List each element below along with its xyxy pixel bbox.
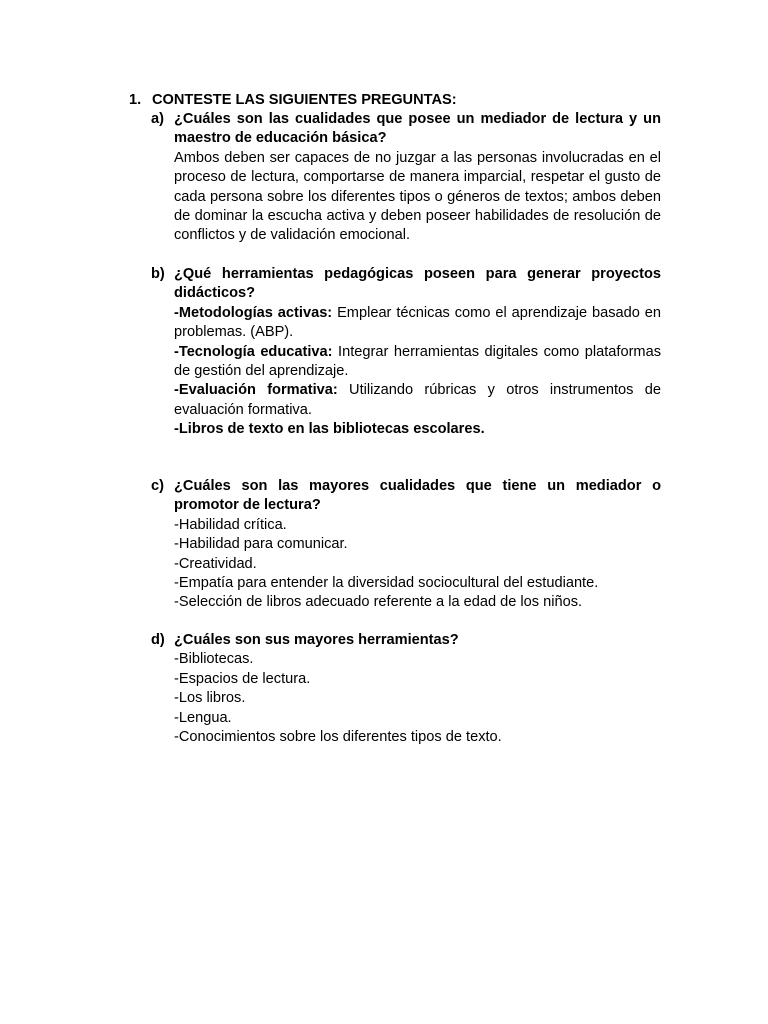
question-c-letter: c) bbox=[151, 478, 164, 494]
answer-d-item: -Conocimientos sobre los diferentes tipos de texto. bbox=[174, 729, 502, 746]
answer-b-item bbox=[174, 304, 661, 343]
question-a-text: ¿Cuáles son las cualidades que posee un mediador de lectura y un maestro de educación básica? bbox=[174, 111, 661, 147]
question-d-text: ¿Cuáles son sus mayores herramientas? bbox=[174, 632, 459, 648]
answer-d-item: -Lengua. bbox=[174, 709, 232, 726]
question-b-text: ¿Qué herramientas pedagógicas poseen para generar proyectos didácticos? bbox=[174, 266, 661, 302]
question-d bbox=[151, 631, 661, 747]
question-a-letter: a) bbox=[151, 111, 164, 127]
answer-d-item: -Bibliotecas. bbox=[174, 651, 254, 668]
answer-b-item-text: Emplear técnicas como el aprendizaje basado en problemas. (ABP). bbox=[174, 304, 661, 341]
answer-c-item: -Habilidad para comunicar. bbox=[174, 536, 348, 553]
answer-d-item: -Los libros. bbox=[174, 690, 246, 707]
answer-c-item: -Habilidad crítica. bbox=[174, 516, 287, 533]
answer-c-item: -Empatía para entender la diversidad sociocultural del estudiante. bbox=[174, 575, 599, 592]
answer-a-text: Ambos deben ser capaces de no juzgar a las personas involucradas en el proceso de lectura, comportarse de manera imparcial, respetar el gusto de cada persona sobre los diferentes tipos o géneros de textos; ambos deben de dominar la escucha activa y deben poseer habilidades de resolución de conflictos y de validación emocional. bbox=[174, 149, 661, 244]
answer-b-item-label: -Libros de texto en las bibliotecas escolares. bbox=[174, 421, 485, 438]
answer-b-item-text: Utilizando rúbricas y otros instrumentos de evaluación formativa. bbox=[174, 382, 661, 418]
answer-b-item bbox=[174, 420, 661, 439]
question-c bbox=[151, 477, 661, 613]
answer-b-item-label: -Metodologías activas: bbox=[174, 304, 333, 321]
heading-number: 1. bbox=[129, 92, 142, 108]
answer-c-item: -Creatividad. bbox=[174, 555, 257, 572]
question-a bbox=[151, 110, 661, 246]
question-c-text: ¿Cuáles son las mayores cualidades que tiene un mediador o promotor de lectura? bbox=[174, 478, 661, 514]
answer-d-item: -Espacios de lectura. bbox=[174, 670, 311, 687]
answer-b-item-label: -Tecnología educativa: bbox=[174, 343, 333, 360]
heading-title: CONTESTE LAS SIGUIENTES PREGUNTAS: bbox=[152, 92, 457, 108]
answer-b-item bbox=[174, 343, 661, 382]
answer-b-item-text: Integrar herramientas digitales como plataformas de gestión del aprendizaje. bbox=[174, 343, 662, 380]
question-b-letter: b) bbox=[151, 266, 165, 282]
answer-b-item bbox=[174, 381, 661, 420]
answer-c-item: -Selección de libros adecuado referente a la edad de los niños. bbox=[174, 594, 583, 611]
answer-b-item-label: -Evaluación formativa: bbox=[174, 382, 338, 399]
question-d-letter: d) bbox=[151, 632, 165, 648]
question-b bbox=[151, 265, 661, 440]
